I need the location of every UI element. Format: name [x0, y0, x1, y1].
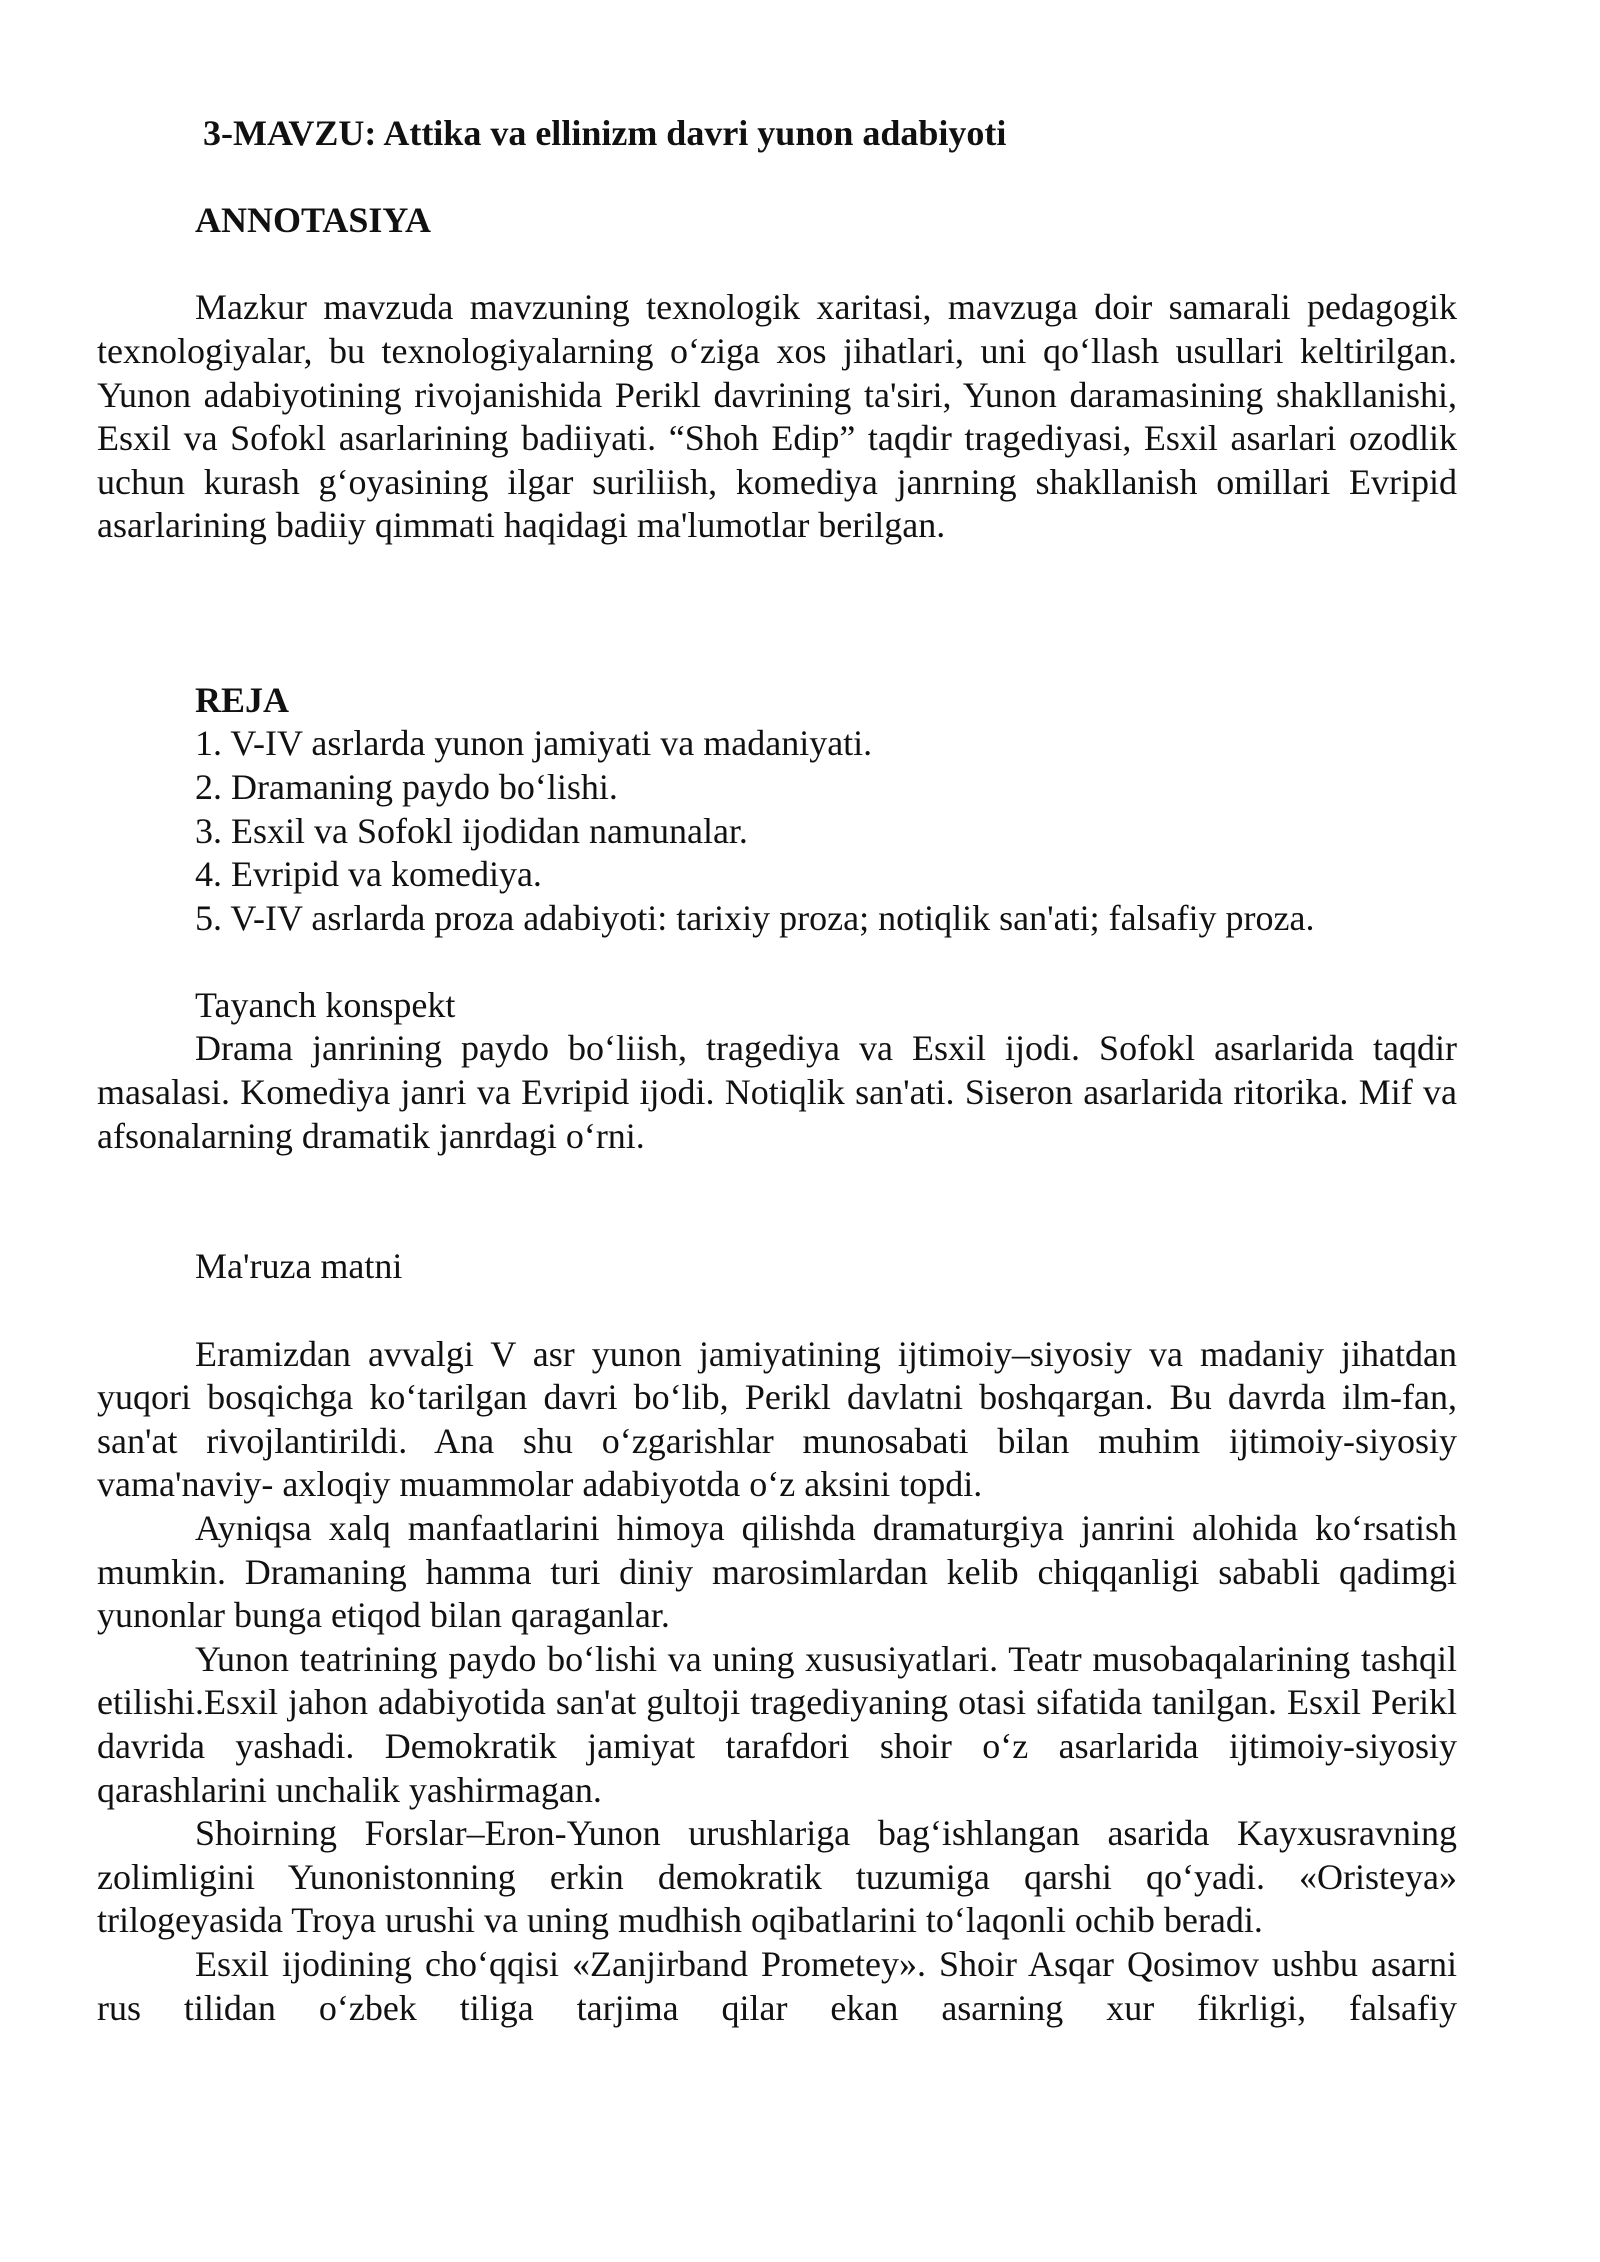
plan-item: 1. V-IV asrlarda yunon jamiyati va madaniyati.: [195, 723, 873, 764]
document-title: 3-MAVZU: Attika va ellinizm davri yunon adabiyoti: [203, 113, 1007, 153]
annotation-heading: ANNOTASIYA: [195, 200, 432, 241]
plan-list: [97, 722, 1457, 940]
lecture-paragraph: Eramizdan avvalgi V asr yunon jamiyatining ijtimoiy–siyosiy va madaniy jihatdan yuqori bosqichga ko‘tarilgan davri bo‘lib, Perikl davlatni boshqargan. Bu davrda ilm-fan, san'at rivojlantirildi. Ana shu o‘zgarishlar munosabati bilan muhim ijtimoiy-siyosiy vama'naviy- axloqiy muammolar adabiyotda o‘z aksini topdi.: [97, 1333, 1457, 1505]
spacer: [97, 1158, 1457, 1245]
plan-item: 5. V-IV asrlarda proza adabiyoti: tarixiy proza; notiqlik san'ati; falsafiy proza.: [195, 897, 1315, 938]
summary-text: Drama janrining paydo bo‘liish, tragediya va Esxil ijodi. Sofokl asarlarida taqdir masalasi. Komediya janri va Evripid ijodi. Notiqlik san'ati. Siseron asarlarida ritorika. Mif va afsonalarning dramatik janrdagi o‘rni.: [97, 1028, 1457, 1156]
spacer: [97, 940, 1457, 984]
lecture-paragraph: Ayniqsa xalq manfaatlarini himoya qilishda dramaturgiya janrini alohida ko‘rsatish mumkin. Dramaning hamma turi diniy marosimlardan kelib chiqqanligi sababli qadimgi yunonlar bunga etiqod bilan qaraganlar.: [97, 1508, 1457, 1636]
lecture-heading: Ma'ruza matni: [195, 1246, 403, 1287]
lecture-paragraph: Shoirning Forslar–Eron-Yunon urushlariga bag‘ishlangan asarida Kayxusravning zolimligini Yunonistonning erkin demokratik tuzumiga qarshi qo‘yadi. «Oristeya» trilogeyasida Troya urushi va uning mudhish oqibatlarini to‘laqonli ochib beradi.: [97, 1813, 1457, 1941]
spacer: [97, 1289, 1457, 1333]
lecture-paragraph: Yunon teatrining paydo bo‘lishi va uning xususiyatlari. Teatr musobaqalarining tashqil etilishi.Esxil jahon adabiyotida san'at gultoji tragediyaning otasi sifatida tanilgan. Esxil Perikl davrida yashadi. Demokratik jamiyat tarafdori shoir o‘z asarlarida ijtimoiy-siyosiy qarashlarini unchalik yashirmagan.: [97, 1638, 1457, 1810]
annotation-text: Mazkur mavzuda mavzuning texnologik xaritasi, mavzuga doir samarali pedagogik texnologiyalar, bu texnologiyalarning o‘ziga xos jihatlari, uni qo‘llash usullari keltirilgan. Yunon adabiyotining rivojanishida Perikl davrining ta'siri, Yunon daramasining shakllanishi, Esxil va Sofokl asarlarining badiiyati. “Shoh Edip” taqdir tragediyasi, Esxil asarlari ozodlik uchun kurash g‘oyasining ilgar suriliish, komediya janrning shakllanish omillari Evripid asarlarining badiiy qimmati haqidagi ma'lumotlar berilgan.: [97, 287, 1457, 546]
spacer: [97, 548, 1457, 679]
plan-item: 3. Esxil va Sofokl ijodidan namunalar.: [195, 810, 748, 851]
lecture-paragraph: Esxil ijodining cho‘qqisi «Zanjirband Prometey». Shoir Asqar Qosimov ushbu asarni rus tilidan o‘zbek tiliga tarjima qilar ekan asarning xur fikrligi, falsafiy: [97, 1943, 1457, 2028]
spacer: [97, 243, 1457, 287]
plan-item: 4. Evripid va komediya.: [195, 854, 542, 895]
document-page: [97, 112, 1457, 2030]
summary-heading: Tayanch konspekt: [195, 984, 456, 1025]
plan-heading: REJA: [195, 679, 290, 720]
plan-item: 2. Dramaning paydo bo‘lishi.: [195, 766, 618, 807]
spacer: [97, 156, 1457, 200]
